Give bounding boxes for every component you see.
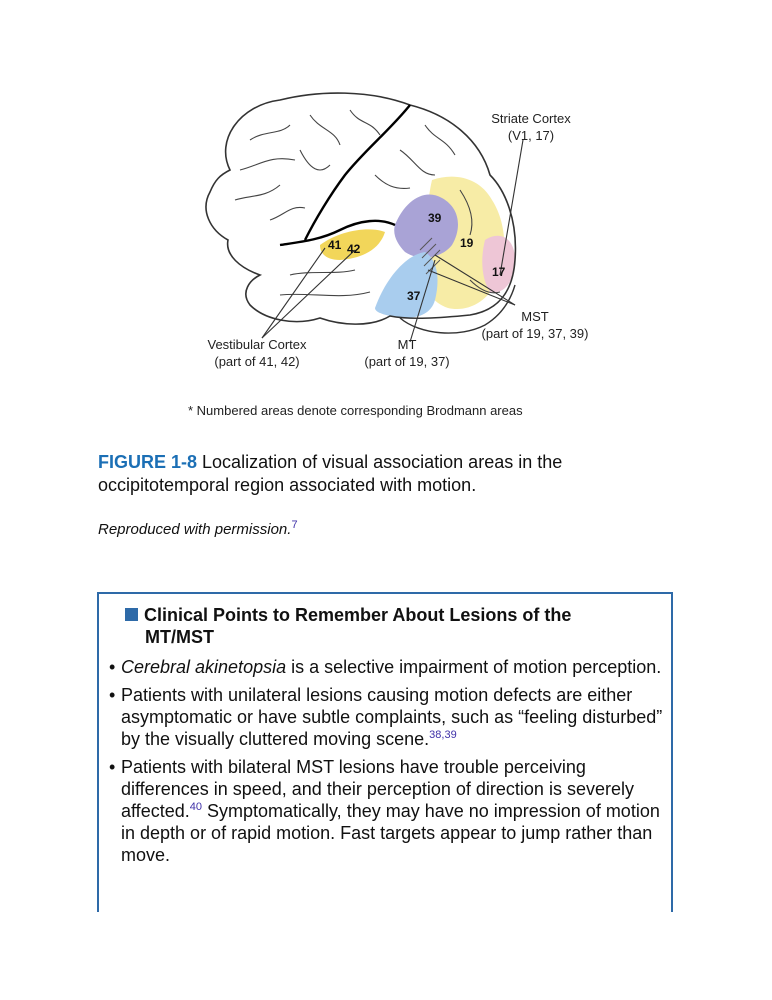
striate-cortex-label [476, 110, 586, 144]
figure-caption [98, 451, 658, 497]
akinetopsia-term: Cerebral akinetopsia [121, 657, 287, 677]
area-37-label: 37 [407, 289, 421, 303]
square-bullet-icon [125, 608, 138, 621]
bullet-icon: • [109, 685, 116, 705]
figure-footnote: * Numbered areas denote corresponding Brodmann areas [188, 403, 523, 418]
area-19-label: 19 [460, 236, 474, 250]
vestibular-cortex-label [192, 336, 322, 370]
bullet-1-text: is a selective impairment of motion perception. [286, 657, 662, 677]
area-39-label: 39 [428, 211, 442, 225]
permission-credit [98, 521, 298, 538]
clinical-box-title [125, 604, 645, 648]
caption-text: Localization of visual association areas in the occipitotemporal region associated with motion. [98, 452, 563, 495]
bullet-icon: • [109, 657, 116, 677]
mt-label [352, 336, 462, 370]
list-item [109, 756, 664, 866]
bullet-icon: • [109, 757, 116, 777]
bullet-3-text-a: Patients with bilateral MST lesions have trouble perceiving differences in speed, and their perception of direction is severely affected. [121, 757, 634, 821]
clinical-box-title-line2: MT/MST [145, 627, 214, 647]
bullet-2-text: Patients with unilateral lesions causing motion defects are either asymptomatic or have subtle complaints, such as “feeling disturbed” by the visually cluttered moving scene. [121, 685, 663, 749]
clinical-box-title-line1: Clinical Points to Remember About Lesions of the [144, 605, 572, 625]
mst-title: MST [521, 309, 549, 324]
list-item [109, 656, 664, 678]
striate-cortex-areas: (V1, 17) [507, 128, 555, 143]
clinical-points-list [109, 656, 664, 872]
striate-cortex-title: Striate Cortex [491, 111, 571, 126]
bullet-3-reference[interactable]: 40 [189, 801, 202, 813]
bullet-2-reference[interactable]: 38,39 [429, 729, 457, 741]
mst-areas: (part of 19, 37, 39) [481, 326, 589, 341]
list-item [109, 684, 664, 750]
vestibular-cortex-title: Vestibular Cortex [207, 337, 307, 352]
vestibular-cortex-areas: (part of 41, 42) [214, 354, 300, 369]
credit-reference[interactable]: 7 [291, 519, 298, 531]
area-42-label: 42 [347, 242, 361, 256]
credit-text: Reproduced with permission. [98, 521, 292, 538]
clinical-points-box [97, 592, 673, 912]
area-39-region [394, 194, 458, 257]
figure-id: FIGURE 1-8 [98, 452, 198, 472]
mt-areas: (part of 19, 37) [364, 354, 450, 369]
mst-label [470, 308, 600, 342]
area-41-label: 41 [328, 238, 342, 252]
brain-figure [170, 80, 610, 430]
mt-title: MT [397, 337, 417, 352]
bullet-3-text-b: Symptomatically, they may have no impression of motion in depth or of rapid motion. Fast targets appear to jump rather than move. [121, 801, 660, 865]
area-17-label: 17 [492, 265, 506, 279]
